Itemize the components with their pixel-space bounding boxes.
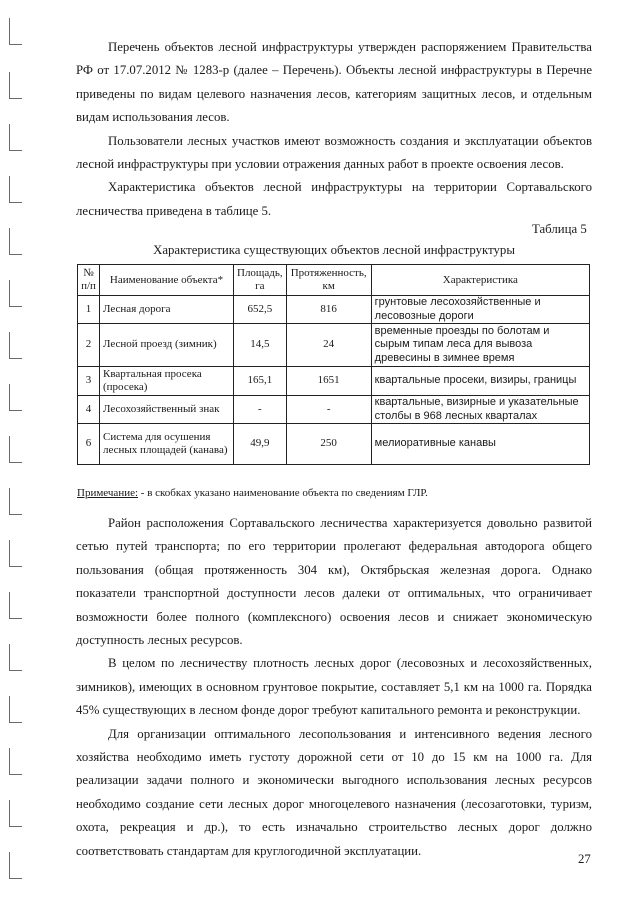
cell-length: 816 bbox=[286, 296, 371, 324]
cell-object-name: Квартальная просека (просека) bbox=[100, 367, 234, 396]
binding-mark bbox=[9, 18, 22, 45]
body-paragraph: Для организации оптимального лесопользования и интенсивного ведения лесного хозяйства необходимо иметь густоту дорожной сети от 10 до 15 км на 1000 га. Для реализации задачи полного и экономически выгодного использования лесных ресурсов необходимо создание сети лесных дорог многоцелевого назначения (лесозаготовки, туризм, охота, рекреация и др.), то есть изначально строительство лесных дорог должно соответствовать стандартам для круглогодичной эксплуатации. bbox=[76, 726, 592, 858]
table-row bbox=[78, 296, 590, 324]
table-row bbox=[78, 424, 590, 465]
cell-object-name: Лесохозяйственный знак bbox=[100, 396, 234, 424]
cell-number: 6 bbox=[78, 424, 100, 465]
intro-paragraph: Характеристика объектов лесной инфраструктуры на территории Сортавальского лесничества приведена в таблице 5. bbox=[76, 180, 592, 218]
infrastructure-table bbox=[77, 264, 590, 465]
table-row bbox=[78, 396, 590, 424]
binding-mark bbox=[9, 228, 22, 255]
binding-mark bbox=[9, 124, 22, 151]
binding-mark bbox=[9, 332, 22, 359]
binding-mark bbox=[9, 592, 22, 619]
cell-length: 250 bbox=[286, 424, 371, 465]
header-cell: № п/п bbox=[78, 265, 100, 296]
cell-number: 4 bbox=[78, 396, 100, 424]
cell-description: временные проезды по болотам и сырым типам леса для вывоза древесины в зимнее время bbox=[371, 324, 589, 367]
cell-area: 652,5 bbox=[234, 296, 287, 324]
cell-area: 165,1 bbox=[234, 367, 287, 396]
binding-mark bbox=[9, 384, 22, 411]
body-paragraph: В целом по лесничеству плотность лесных дорог (лесовозных и лесохозяйственных, зимников), имеющих в основном грунтовое покрытие, составляет 5,1 км на 1000 га. Порядка 45% существующих в лесном фонде дорог требуют капитального ремонта и реконструкции. bbox=[76, 656, 592, 718]
note-label: Примечание: bbox=[77, 487, 139, 499]
cell-object-name: Лесной проезд (зимник) bbox=[100, 324, 234, 367]
cell-object-name: Система для осушения лесных площадей (канава) bbox=[100, 424, 234, 465]
body-paragraph: Район расположения Сортавальского лесничества характеризуется довольно развитой сетью путей транспорта; по его территории пролегают федеральная автодорога общего пользования (общая протяженность 304 км), Октябрьская железная дорога. Однако показатели транспортной доступности лесов далеки от оптимальных, что ограничивает возможности более полного (комплексного) освоения лесов и снижает экономическую доступность лесных ресурсов. bbox=[76, 516, 592, 648]
cell-number: 3 bbox=[78, 367, 100, 396]
cell-number: 2 bbox=[78, 324, 100, 367]
header-cell: Наименование объекта* bbox=[100, 265, 234, 296]
table-note bbox=[77, 487, 428, 499]
intro-paragraph: Перечень объектов лесной инфраструктуры утвержден распоряжением Правительства РФ от 17.07.2012 № 1283-р (далее – Перечень). Объекты лесной инфраструктуры в Перечне приведены по видам целевого назначения лесов, категориям защитных лесов, и отдельным видам использования лесов. bbox=[76, 40, 592, 125]
cell-length: - bbox=[286, 396, 371, 424]
table-reference: Таблица 5 bbox=[532, 222, 587, 236]
table-row bbox=[78, 367, 590, 396]
binding-mark bbox=[9, 800, 22, 827]
cell-number: 1 bbox=[78, 296, 100, 324]
transport-section bbox=[76, 512, 592, 863]
cell-description: квартальные, визирные и указательные столбы в 968 лесных кварталах bbox=[371, 396, 589, 424]
header-cell: Протяженность, км bbox=[286, 265, 371, 296]
cell-description: мелиоративные канавы bbox=[371, 424, 589, 465]
cell-area: - bbox=[234, 396, 287, 424]
binding-mark bbox=[9, 540, 22, 567]
binding-mark bbox=[9, 852, 22, 879]
binding-mark bbox=[9, 176, 22, 203]
intro-section bbox=[76, 36, 592, 223]
header-cell: Площадь, га bbox=[234, 265, 287, 296]
header-cell: Характеристика bbox=[371, 265, 589, 296]
table-header-row bbox=[78, 265, 590, 296]
cell-area: 14,5 bbox=[234, 324, 287, 367]
table-row bbox=[78, 324, 590, 367]
binding-mark bbox=[9, 488, 22, 515]
binding-mark bbox=[9, 696, 22, 723]
cell-description: грунтовые лесохозяйственные и лесовозные дороги bbox=[371, 296, 589, 324]
cell-length: 24 bbox=[286, 324, 371, 367]
table-caption: Характеристика существующих объектов лесной инфраструктуры bbox=[153, 243, 515, 257]
note-text: - в скобках указано наименование объекта по сведениям ГЛР. bbox=[138, 487, 428, 499]
intro-paragraph: Пользователи лесных участков имеют возможность создания и эксплуатации объектов лесной инфраструктуры при условии отражения данных работ в проекте освоения лесов. bbox=[76, 133, 592, 172]
binding-mark bbox=[9, 280, 22, 307]
binding-mark bbox=[9, 72, 22, 99]
cell-object-name: Лесная дорога bbox=[100, 296, 234, 324]
cell-length: 1651 bbox=[286, 367, 371, 396]
page-number: 27 bbox=[578, 852, 591, 866]
cell-area: 49,9 bbox=[234, 424, 287, 465]
binding-mark bbox=[9, 748, 22, 775]
cell-description: квартальные просеки, визиры, границы bbox=[371, 367, 589, 396]
binding-margin bbox=[0, 0, 30, 905]
binding-mark bbox=[9, 644, 22, 671]
binding-mark bbox=[9, 436, 22, 463]
